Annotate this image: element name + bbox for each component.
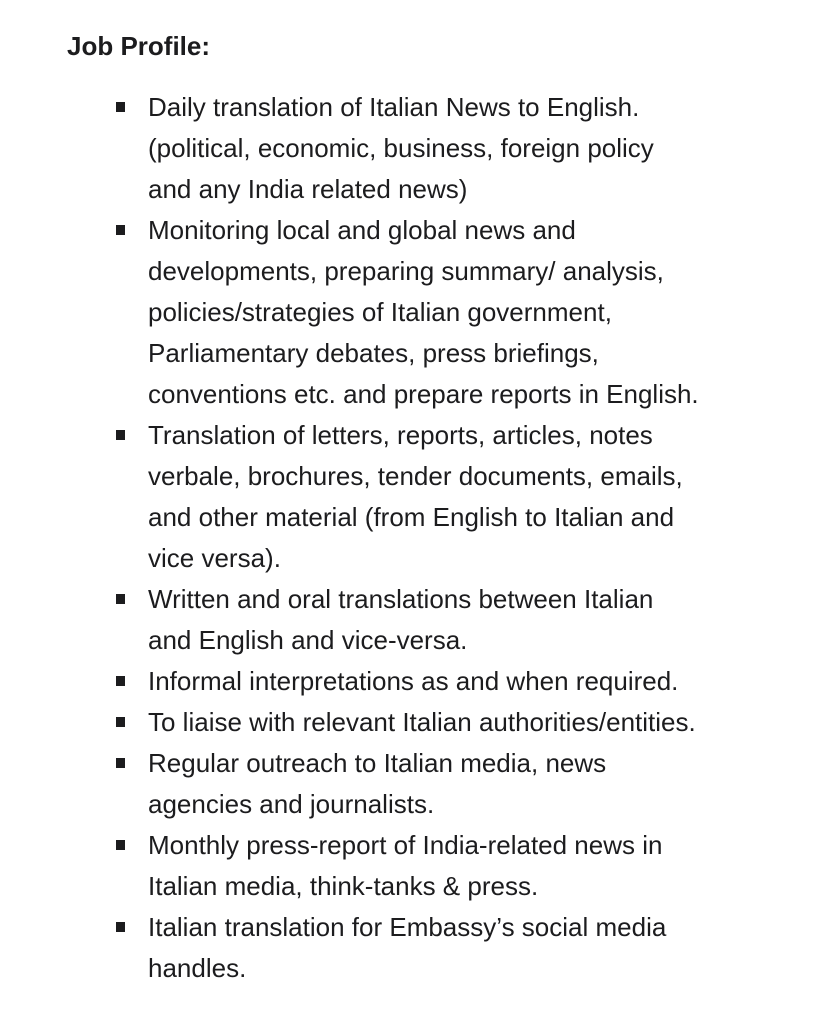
bullet-square-icon (116, 758, 125, 768)
list-item (114, 702, 774, 743)
list-item-line: and English and vice-versa. (148, 625, 468, 655)
list-item-line: Informal interpretations as and when required. (148, 666, 679, 696)
list-item-line: developments, preparing summary/ analysis, (148, 256, 664, 286)
list-item (114, 661, 774, 702)
list-item-line: To liaise with relevant Italian authorities/entities. (148, 707, 696, 737)
list-item-line: Regular outreach to Italian media, news (148, 748, 607, 778)
list-item-line: (political, economic, business, foreign policy (148, 133, 654, 163)
list-item (114, 907, 774, 989)
bullet-square-icon (116, 430, 125, 440)
bullet-square-icon (116, 676, 125, 686)
list-item-line: policies/strategies of Italian government, (148, 297, 612, 327)
list-item (114, 825, 774, 907)
job-duties-list (114, 87, 774, 989)
page-title: Job Profile: (67, 31, 211, 61)
list-item-line: Translation of letters, reports, articles, notes (148, 420, 653, 450)
list-item-line: agencies and journalists. (148, 789, 435, 819)
list-item (114, 87, 774, 210)
bullet-square-icon (116, 102, 125, 112)
list-item-line: and other material (from English to Italian and (148, 502, 675, 532)
bullet-square-icon (116, 717, 125, 727)
list-item-line: conventions etc. and prepare reports in English. (148, 379, 699, 409)
bullet-square-icon (116, 922, 125, 932)
list-item-line: Monthly press-report of India-related news in (148, 830, 663, 860)
list-item-line: vice versa). (148, 543, 281, 573)
list-item (114, 210, 774, 415)
list-item-line: Written and oral translations between Italian (148, 584, 654, 614)
list-item-line: Italian translation for Embassy’s social media (148, 912, 667, 942)
list-item (114, 743, 774, 825)
bullet-square-icon (116, 594, 125, 604)
bullet-square-icon (116, 840, 125, 850)
list-item-line: Monitoring local and global news and (148, 215, 576, 245)
list-item-line: Parliamentary debates, press briefings, (148, 338, 599, 368)
list-item-line: verbale, brochures, tender documents, emails, (148, 461, 683, 491)
list-item (114, 415, 774, 579)
list-item-line: handles. (148, 953, 247, 983)
bullet-square-icon (116, 225, 125, 235)
list-item-line: Italian media, think-tanks & press. (148, 871, 539, 901)
list-item (114, 579, 774, 661)
list-item-line: and any India related news) (148, 174, 468, 204)
list-item-line: Daily translation of Italian News to English. (148, 92, 640, 122)
